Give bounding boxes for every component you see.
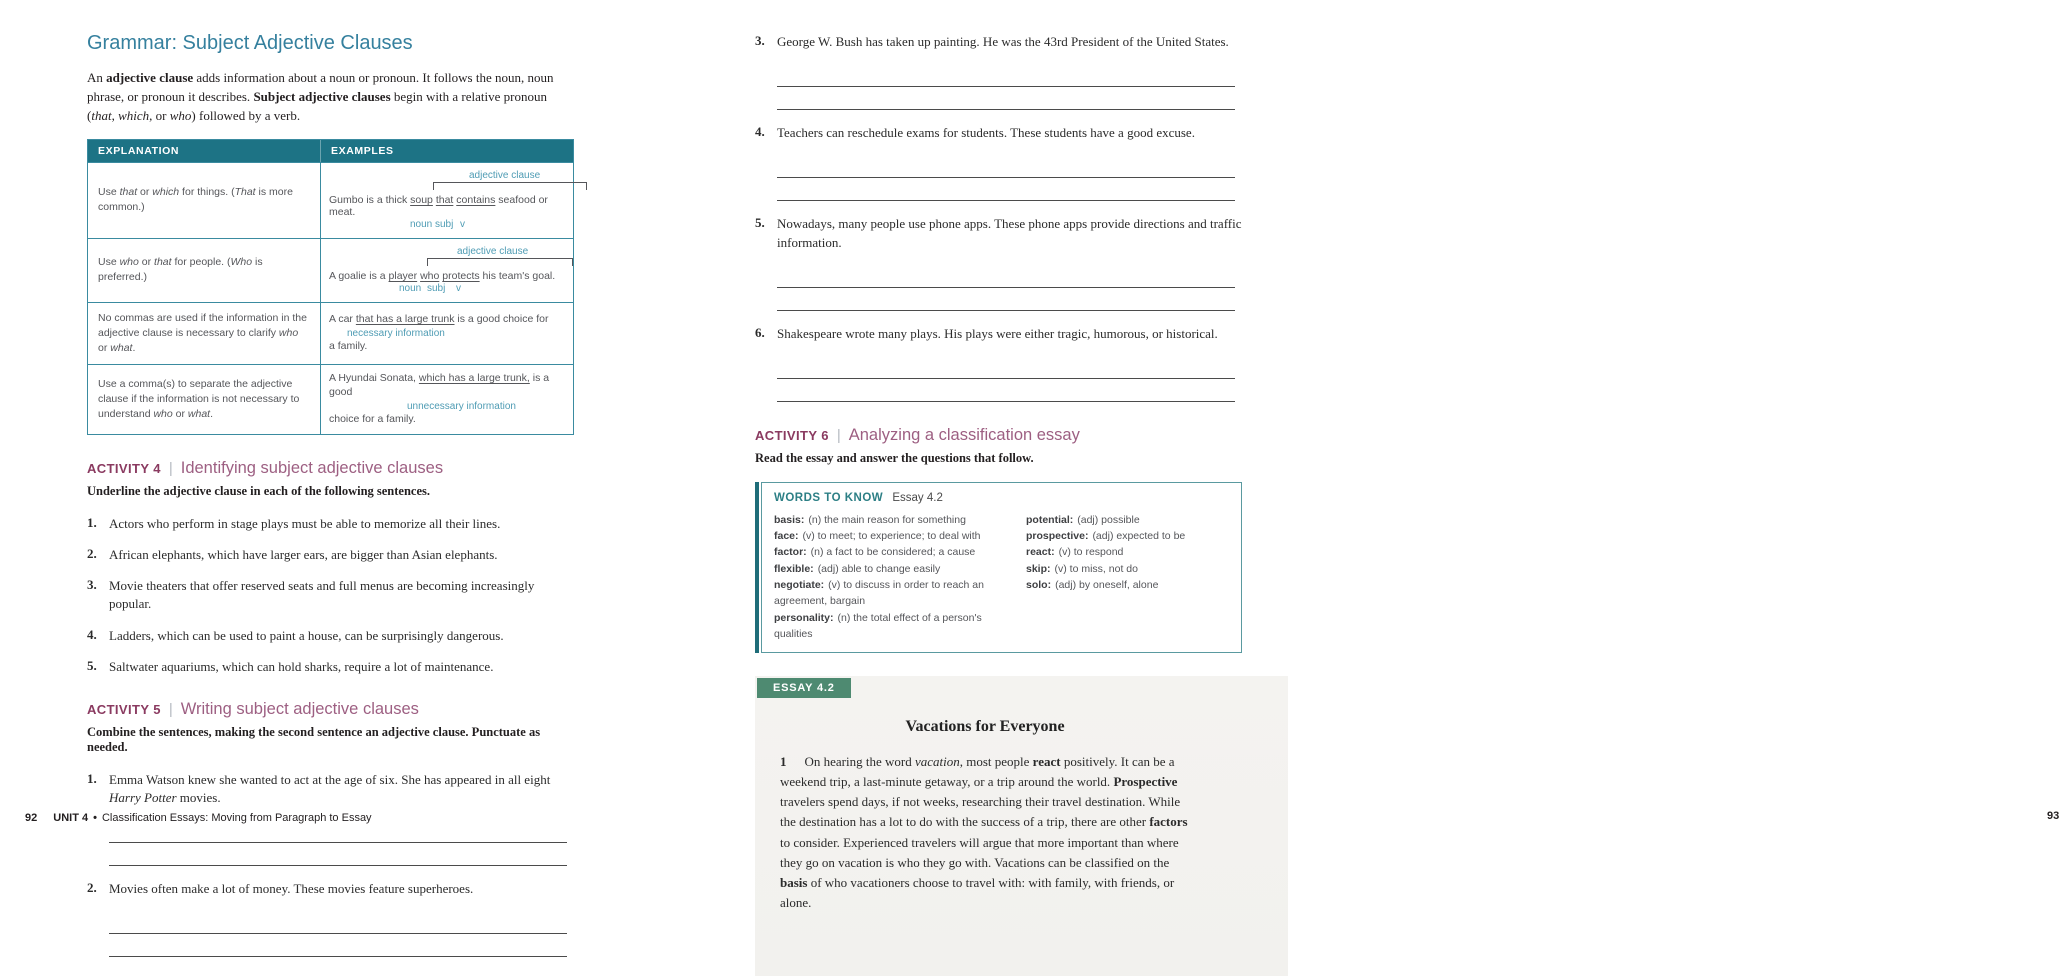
grammar-sublabel-verb: v xyxy=(456,282,461,294)
grammar-sublabel-verb: v xyxy=(460,218,465,230)
example-sentence: A Hyundai Sonata, which has a large trunk, is a good xyxy=(329,372,550,398)
activity-label: ACTIVITY 6 xyxy=(755,427,829,443)
word-term: prospective: xyxy=(1026,530,1089,543)
essay-box xyxy=(755,676,1288,976)
word-entry xyxy=(774,610,1014,643)
explanation-cell xyxy=(88,365,320,433)
word-definition: (n) a fact to be considered; a cause xyxy=(810,546,976,559)
footer-bullet: • xyxy=(93,812,97,824)
example-cell xyxy=(320,303,573,365)
item-text: Movies often make a lot of money. These movies feature superheroes. xyxy=(109,881,474,897)
activity5-instructions: Combine the sentences, making the second sentence an adjective clause. Punctuate as needed. xyxy=(87,724,541,754)
example-sentence: A goalie is a player who protects his team's goal. xyxy=(329,269,556,282)
word-definition: (n) the main reason for something xyxy=(808,513,966,526)
word-definition: (v) to respond xyxy=(1058,546,1124,559)
answer-line xyxy=(777,288,1235,311)
word-term: face: xyxy=(774,530,799,543)
item-number: 2. xyxy=(87,545,97,561)
intro-paragraph: An adjective clause adds information about a noun or pronoun. It follows the noun, noun phrase, or pronoun it describes. Subject adjective clauses begin with a relative pronoun (that, which, or who) followed by a verb. xyxy=(87,70,554,124)
word-entry xyxy=(1026,544,1229,560)
item-number: 3. xyxy=(755,33,765,48)
words-to-know-subtitle: Essay 4.2 xyxy=(892,491,943,504)
word-term: basis: xyxy=(774,513,805,526)
words-to-know-accent-bar xyxy=(755,482,759,653)
page-number: 92 xyxy=(25,812,38,824)
word-definition: (v) to miss, not do xyxy=(1054,562,1138,575)
word-entry xyxy=(774,512,1014,528)
activity-title: Analyzing a classification essay xyxy=(848,425,1080,444)
grammar-sublabel-noun: noun xyxy=(410,218,433,230)
item-text: Ladders, which can be used to paint a house, can be surprisingly dangerous. xyxy=(109,627,504,643)
example-sentence: choice for a family. xyxy=(329,413,416,426)
answer-line xyxy=(109,934,567,957)
activity-label: ACTIVITY 5 xyxy=(87,701,161,717)
word-term: flexible: xyxy=(774,562,814,575)
adjective-clause-label: adjective clause xyxy=(457,245,529,257)
example-sentence: A car that has a large trunk is a good choice for xyxy=(329,313,549,326)
activity-separator: | xyxy=(168,459,173,477)
explanation-text: Use who or that for people. (Who is preferred.) xyxy=(98,255,263,284)
answer-line xyxy=(109,843,567,866)
item-text: Movie theaters that offer reserved seats and full menus are becoming increasingly popular. xyxy=(109,578,535,612)
activity6-heading xyxy=(755,426,1242,445)
word-definition: (v) to meet; to experience; to deal with xyxy=(802,530,981,543)
right-page xyxy=(755,0,2059,911)
activity4-instructions: Underline the adjective clause in each of the following sentences. xyxy=(87,483,431,498)
table-row xyxy=(88,162,573,238)
grammar-sublabel-subj: subj xyxy=(427,282,446,294)
word-entry xyxy=(774,577,1014,610)
example-diagram xyxy=(329,313,565,354)
word-term: personality: xyxy=(774,611,834,624)
adjective-clause-label: adjective clause xyxy=(469,169,541,181)
answer-line xyxy=(777,356,1235,379)
list-item xyxy=(87,658,577,676)
explanation-cell xyxy=(88,163,320,238)
table-row xyxy=(88,364,573,433)
word-entry xyxy=(1026,512,1229,528)
word-entry xyxy=(1026,561,1229,577)
activity4-heading xyxy=(87,459,577,478)
activity-title: Identifying subject adjective clauses xyxy=(180,458,444,477)
word-definition: (adj) by oneself, alone xyxy=(1055,579,1159,591)
list-item xyxy=(87,577,577,613)
essay-body-text: On hearing the word vacation, most people react positively. It can be a weekend trip, a last-minute getaway, or a trip around the world. Prospective travelers spend days, if not weeks, researching their travel destination. While the destination has a lot to do with the success of a trip, there are other factors to consider. Experienced travelers will argue that more important than where they go on vacation is who they go with. Vacations can be classified on the basis of who vacationers choose to travel with: with family, with friends, or alone. xyxy=(780,754,1188,911)
writing-item xyxy=(755,215,1242,310)
words-to-know-box xyxy=(755,482,1242,653)
activity-title: Writing subject adjective clauses xyxy=(180,699,419,718)
left-page-footer xyxy=(25,812,372,824)
example-diagram xyxy=(329,246,565,295)
example-cell xyxy=(320,365,573,433)
table-header-examples: EXAMPLES xyxy=(320,140,573,162)
list-item xyxy=(87,515,577,533)
word-term: negotiate: xyxy=(774,579,825,591)
explanation-text: No commas are used if the information in the adjective clause is necessary to clarify who or what. xyxy=(98,311,307,355)
word-entry xyxy=(774,544,1014,560)
grammar-sublabels xyxy=(329,282,565,295)
list-item xyxy=(87,627,577,645)
word-entry xyxy=(774,561,1014,577)
words-to-know-header xyxy=(774,492,1229,504)
example-sentence: a family. xyxy=(329,340,368,353)
words-column-left xyxy=(774,512,1026,642)
word-definition: (adj) able to change easily xyxy=(817,562,941,575)
item-number: 5. xyxy=(755,215,765,231)
word-term: potential: xyxy=(1026,513,1074,526)
paragraph-number: 1 xyxy=(780,754,787,770)
essay-paragraph xyxy=(780,752,1188,913)
item-number: 4. xyxy=(87,626,97,642)
information-note: necessary information xyxy=(347,327,445,339)
list-item xyxy=(755,33,1242,51)
word-definition: (adj) expected to be xyxy=(1092,530,1186,543)
answer-line xyxy=(777,87,1235,110)
page-number: 93 xyxy=(2047,810,2059,822)
word-term: react: xyxy=(1026,546,1055,559)
grammar-sublabel-noun: noun xyxy=(399,282,422,294)
clause-bracket xyxy=(427,258,573,266)
grammar-table xyxy=(87,139,574,435)
word-term: solo: xyxy=(1026,579,1052,591)
item-text: Emma Watson knew she wanted to act at the age of six. She has appeared in all eight Harry Potter movies. xyxy=(109,771,551,806)
essay-title: Vacations for Everyone xyxy=(905,718,1065,736)
explanation-cell xyxy=(88,303,320,365)
explanation-cell xyxy=(88,239,320,302)
list-item xyxy=(87,546,577,564)
activity6-instructions: Read the essay and answer the questions that follow. xyxy=(755,450,1034,465)
grammar-sublabels xyxy=(329,218,565,231)
item-text: Teachers can reschedule exams for students. These students have a good excuse. xyxy=(777,125,1195,141)
word-entry xyxy=(1026,577,1229,593)
explanation-text: Use a comma(s) to separate the adjective clause if the information is not necessary to understand who or what. xyxy=(98,377,300,421)
left-page xyxy=(0,0,690,897)
item-text: African elephants, which have larger ears, are bigger than Asian elephants. xyxy=(109,546,498,562)
word-term: skip: xyxy=(1026,562,1051,575)
item-number: 1. xyxy=(87,514,97,530)
answer-line xyxy=(109,911,567,934)
example-diagram xyxy=(329,372,565,426)
table-row xyxy=(88,238,573,302)
word-entry xyxy=(1026,528,1229,544)
item-text: Actors who perform in stage plays must be able to memorize all their lines. xyxy=(109,515,501,531)
item-text: Saltwater aquariums, which can hold sharks, require a lot of maintenance. xyxy=(109,658,494,674)
example-diagram xyxy=(329,170,565,231)
item-number: 6. xyxy=(755,324,765,340)
words-to-know-label: WORDS TO KNOW xyxy=(774,491,884,504)
activity-label: ACTIVITY 4 xyxy=(87,460,161,476)
page-title: Grammar: Subject Adjective Clauses xyxy=(87,32,413,54)
essay-badge: ESSAY 4.2 xyxy=(757,678,851,698)
clause-bracket xyxy=(433,182,587,190)
example-sentence: Gumbo is a thick soup that contains seafood or meat. xyxy=(329,193,548,218)
word-definition: (n) the total effect of a person's qualities xyxy=(774,611,982,640)
table-header-row xyxy=(88,140,573,162)
explanation-text: Use that or which for things. (That is more common.) xyxy=(98,185,293,214)
grammar-sublabel-subj: subj xyxy=(435,218,454,230)
table-header-explanation: EXPLANATION xyxy=(98,144,180,157)
item-number: 1. xyxy=(87,770,97,786)
information-note: unnecessary information xyxy=(407,400,516,412)
activity-separator: | xyxy=(836,426,841,444)
item-number: 2. xyxy=(87,880,97,896)
answer-line xyxy=(777,64,1235,87)
answer-line xyxy=(777,265,1235,288)
word-term: factor: xyxy=(774,546,807,559)
writing-item xyxy=(755,124,1242,201)
answer-line xyxy=(777,155,1235,178)
item-number: 4. xyxy=(755,124,765,140)
list-item xyxy=(87,880,577,898)
list-item xyxy=(87,771,577,807)
word-definition: (v) to discuss in order to reach an agreement, bargain xyxy=(774,579,984,608)
word-entry xyxy=(774,528,1014,544)
item-text: Shakespeare wrote many plays. His plays were either tragic, humorous, or historical. xyxy=(777,325,1218,341)
activity5-heading xyxy=(87,700,577,719)
example-cell xyxy=(320,163,573,238)
writing-item xyxy=(755,33,1242,110)
writing-item xyxy=(755,325,1242,402)
item-text: George W. Bush has taken up painting. He was the 43rd President of the United States. xyxy=(777,34,1229,49)
unit-label: UNIT 4 xyxy=(53,812,89,824)
list-item xyxy=(755,325,1242,343)
answer-line xyxy=(777,379,1235,402)
answer-line xyxy=(777,178,1235,201)
writing-item xyxy=(87,880,577,957)
item-number: 3. xyxy=(87,577,97,593)
example-cell xyxy=(320,239,573,302)
item-text: Nowadays, many people use phone apps. These phone apps provide directions and traffic information. xyxy=(777,216,1242,250)
list-item xyxy=(755,124,1242,142)
words-column-right xyxy=(1026,512,1229,642)
table-row xyxy=(88,302,573,365)
list-item xyxy=(755,215,1242,251)
unit-title: Classification Essays: Moving from Paragraph to Essay xyxy=(101,812,372,824)
word-definition: (adj) possible xyxy=(1077,513,1140,526)
activity-separator: | xyxy=(168,700,173,718)
item-number: 5. xyxy=(87,657,97,673)
